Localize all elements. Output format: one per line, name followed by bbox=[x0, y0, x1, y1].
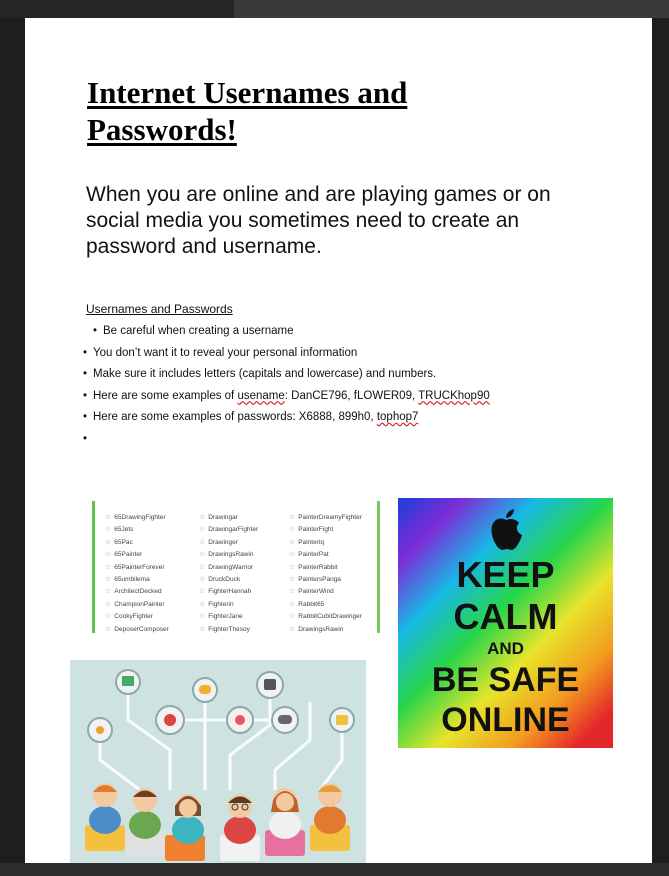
intro-paragraph: When you are online and are playing games or on social media you sometimes need to create an password and username. bbox=[86, 183, 551, 258]
username-example: ☆ DruckDuck bbox=[199, 574, 258, 586]
username-example: ☆ Drawingar bbox=[199, 512, 258, 524]
poster-line: ONLINE bbox=[441, 701, 570, 739]
username-example: ☆ ChampionPainter bbox=[105, 599, 169, 611]
keep-calm-poster bbox=[398, 498, 613, 748]
username-example: ☆ 65Jets bbox=[105, 524, 169, 536]
username-example: ☆ PainterWind bbox=[289, 586, 362, 598]
list-item: • Here are some examples of usename: DanCE796, fLOWER09, TRUCKhop90 bbox=[83, 389, 490, 402]
username-example: ☆ Rabbit65 bbox=[289, 599, 362, 611]
list-item: • bbox=[83, 432, 88, 445]
username-example: ☆ CookyFighter bbox=[105, 611, 169, 623]
username-example: ☆ PainterRabbit bbox=[289, 562, 362, 574]
image-border bbox=[377, 501, 380, 633]
username-example: ☆ DrawingsRawin bbox=[199, 549, 258, 561]
username-example: ☆ Drawinger bbox=[199, 537, 258, 549]
username-example: ☆ FighterThesoy bbox=[199, 624, 258, 636]
username-column bbox=[199, 512, 258, 636]
username-example: ☆ PainterPat bbox=[289, 549, 362, 561]
username-example: ☆ DrawingsRawin bbox=[289, 624, 362, 636]
viewer-bottom-bar bbox=[0, 863, 669, 876]
poster-line: CALM bbox=[453, 596, 558, 637]
misspelled-word: TRUCKhop90 bbox=[418, 389, 490, 402]
online-network-illustration bbox=[70, 660, 366, 863]
username-examples-image bbox=[92, 501, 382, 633]
username-example: ☆ Painteriq bbox=[289, 537, 362, 549]
list-item: • Make sure it includes letters (capitals and lowercase) and numbers. bbox=[83, 368, 437, 380]
username-example: ☆ Fighterin bbox=[199, 599, 258, 611]
children-illustration bbox=[85, 783, 350, 861]
document-page bbox=[25, 18, 652, 863]
username-example: ☆ FighterJane bbox=[199, 611, 258, 623]
list-item: • Be careful when creating a username bbox=[93, 325, 294, 337]
misspelled-word: tophop7 bbox=[376, 411, 419, 423]
username-example: ☆ ArchitectDecked bbox=[105, 586, 169, 598]
viewer-top-bar bbox=[0, 0, 669, 18]
page-title: Internet Usernames and Passwords! bbox=[87, 75, 408, 147]
poster-line: BE SAFE bbox=[431, 661, 580, 699]
poster-line: KEEP bbox=[456, 554, 555, 595]
username-example: ☆ RabbitCubitDrawinger bbox=[289, 611, 362, 623]
username-example: ☆ 65PainterForever bbox=[105, 562, 169, 574]
username-example: ☆ PaintersPanga bbox=[289, 574, 362, 586]
section-heading: Usernames and Passwords bbox=[86, 302, 233, 316]
username-example: ☆ 65Pac bbox=[105, 537, 169, 549]
username-example: ☆ DrawingarFighter bbox=[199, 524, 258, 536]
apple-logo-icon bbox=[485, 508, 527, 552]
username-example: ☆ 65umbilema bbox=[105, 574, 169, 586]
list-item: • You don’t want it to reveal your personal information bbox=[83, 346, 358, 359]
poster-line: AND bbox=[487, 639, 524, 658]
username-example: ☆ PainterDreamyFighter bbox=[289, 512, 362, 524]
viewer-tab[interactable] bbox=[0, 0, 234, 18]
username-example: ☆ DrawingWarrior bbox=[199, 562, 258, 574]
username-example: ☆ 65DrawingFighter bbox=[105, 512, 169, 524]
username-column bbox=[289, 512, 362, 636]
misspelled-word: usename bbox=[237, 389, 285, 402]
username-column bbox=[105, 512, 169, 636]
bullet-list bbox=[83, 321, 490, 450]
username-example: ☆ FighterHannah bbox=[199, 586, 258, 598]
list-item: • Here are some examples of passwords: X6888, 899h0, tophop7 bbox=[83, 411, 419, 423]
username-example: ☆ DeposerComposer bbox=[105, 624, 169, 636]
username-example: ☆ PainterFight bbox=[289, 524, 362, 536]
username-example: ☆ 65Painter bbox=[105, 549, 169, 561]
